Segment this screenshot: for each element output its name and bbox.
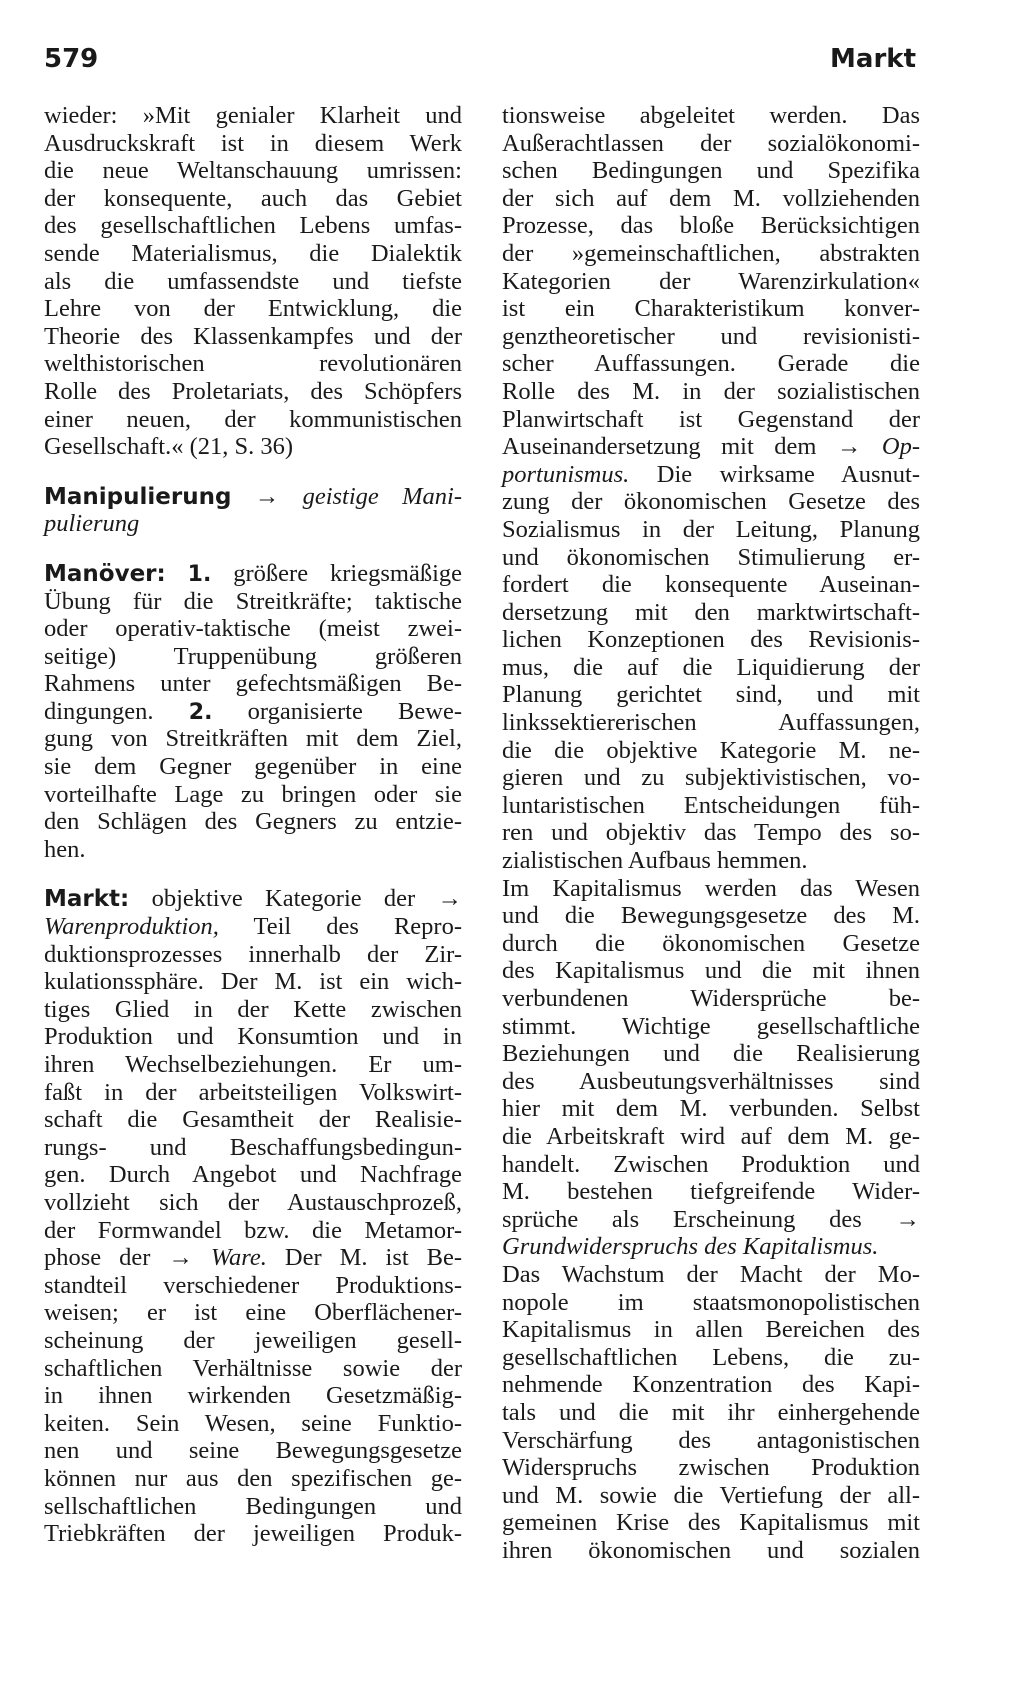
text-line: Übung für die Streitkräfte; taktische [44,587,462,615]
text-line: sende Materialismus, die Dialektik [44,239,462,267]
text-line: Die wirksame Ausnut- [656,460,921,488]
text-line: der konsequente, auch das Gebiet [44,184,462,212]
cross-reference[interactable]: Warenproduktion, [44,913,219,941]
text-line: Lehre von der Entwicklung, die [44,295,462,323]
text-line: welthistorischen revolutionären [44,350,462,378]
text-line: fordert die konsequente Auseinan- [502,571,920,599]
entry-manipulierung [44,483,462,538]
text-line: dersetzung mit den marktwirtschaft- [502,598,920,626]
text-line: einer neuen, der kommunistischen [44,405,462,433]
text-line: zialistischen Aufbaus hemmen. [502,847,808,875]
text-line: Außerachtlassen der sozialökonomi- [502,129,920,157]
text-line: dingungen. [44,697,154,725]
text-line: ren und objektiv das Tempo des so- [502,819,920,847]
text-line: Beziehungen und die Realisierung [502,1040,920,1068]
text-line: hen. [44,835,86,863]
text-line: gieren und zu subjektivistischen, vo- [502,764,920,792]
text-line: größere kriegsmäßige [233,559,463,587]
right-column [502,102,920,1564]
text-line: Rahmens unter gefechtsmäßigen Be- [44,670,462,698]
text-line: des gesellschaftlichen Lebens umfas- [44,212,462,240]
cross-reference[interactable]: Op- [881,433,920,461]
arrow-icon: → [254,482,280,510]
text-line: nopole im staatsmonopolistischen [502,1288,920,1316]
text-line: nehmende Konzentration des Kapi- [502,1371,920,1399]
cross-reference[interactable]: Grundwiderspruchs des Kapitalismus. [502,1233,879,1261]
text-line: Planung gerichtet sind, und mit [502,681,920,709]
text-line: Im Kapitalismus werden das Wesen [502,874,920,902]
text-line: weisen; er ist eine Oberflächener- [44,1299,462,1327]
text-line: in ihnen wirkenden Gesetzmäßig- [44,1382,462,1410]
text-line: und M. sowie die Vertiefung der all- [502,1481,920,1509]
headword: Markt: [44,886,130,913]
text-line: die die objektive Kategorie M. ne- [502,736,920,764]
cross-reference[interactable]: geistige Mani- [302,482,462,510]
text-line: Gesellschaft.« (21, S. 36) [44,433,294,461]
text-line: Auseinandersetzung mit dem → [502,433,862,461]
text-line: Kapitalismus in allen Bereichen des [502,1316,920,1344]
sense-number: 2. [188,699,213,725]
cross-reference[interactable]: pulierung [44,510,140,538]
page-header [44,44,916,76]
text-line: lichen Konzeptionen des Revisionis- [502,626,920,654]
text-line: Sozialismus in der Leitung, Planung [502,515,920,543]
text-line: der Formwandel bzw. die Metamor- [44,1216,462,1244]
text-line: faßt in der arbeitsteiligen Volkswirt- [44,1078,462,1106]
text-line: schen Bedingungen und Spezifika [502,157,920,185]
text-line: Prozesse, das bloße Berücksichtigen [502,212,920,240]
text-line: ihren Wechselbeziehungen. Er um- [44,1051,462,1078]
running-head: Markt [830,44,916,74]
text-line: rungs- und Beschaffungsbedingun- [44,1133,462,1161]
text-line: scher Auffassungen. Gerade die [502,350,920,378]
text-line: Rolle des M. in der sozialistischen [502,377,920,405]
text-line: die neue Weltanschauung umrissen: [44,157,462,185]
text-line: oder operativ-taktische (meist zwei- [44,615,462,643]
text-line: verbundenen Widersprüche be- [502,985,920,1012]
entry-manoever [44,560,462,864]
text-line: M. bestehen tiefgreifende Wider- [502,1178,920,1206]
text-line: sie dem Gegner gegenüber in eine [44,753,462,781]
text-line: luntaristischen Entscheidungen füh- [502,791,920,819]
text-line: ihren ökonomischen und sozialen [502,1536,920,1564]
text-line: des Kapitalismus und die mit ihnen [502,957,920,985]
text-line: Verschärfung des antagonistischen [502,1426,920,1454]
text-line: Rolle des Proletariats, des Schöpfers [44,377,462,405]
text-line: organisierte Bewe- [247,697,462,725]
headword: Manöver: [44,560,166,587]
text-line: mus, die auf die Liquidierung der [502,653,920,681]
text-line: Triebkräften der jeweiligen Produk- [44,1520,462,1548]
text-line: objektive Kategorie der → [151,885,463,913]
text-line: ist ein Charakteristikum konver- [502,295,920,323]
text-line: nen und seine Bewegungsgesetze [44,1437,462,1465]
text-line: Das Wachstum der Macht der Mo- [502,1260,920,1288]
text-line: den Schlägen des Gegners zu entzie- [44,808,462,836]
text-line: hier mit dem M. verbunden. Selbst [502,1095,920,1123]
text-line: seitige) Truppenübung größeren [44,642,462,670]
text-line: tiges Glied in der Kette zwischen [44,995,462,1023]
text-line: der sich auf dem M. vollziehenden [502,184,920,212]
text-line: vollzieht sich der Austauschprozeß, [44,1188,462,1216]
text-line: Theorie des Klassenkampfes und der [44,322,462,350]
text-line: scheinung der jeweiligen gesell- [44,1326,462,1354]
text-line: Widerspruchs zwischen Produktion [502,1454,920,1482]
text-line: Der M. ist Be- [284,1244,463,1272]
headword: Manipulierung [44,483,232,510]
cross-reference[interactable]: portunismus. [502,460,630,488]
page-number: 579 [44,44,99,74]
text-line: keiten. Sein Wesen, seine Funktio- [44,1409,462,1437]
text-line: kulationssphäre. Der M. ist ein wich- [44,968,462,996]
entry-markt [44,885,462,1547]
text-line: vorteilhafte Lage zu bringen oder sie [44,780,462,808]
text-line: wieder: »Mit genialer Klarheit und [44,102,462,129]
text-line: stimmt. Wichtige gesellschaftliche [502,1012,920,1040]
text-line: können nur aus den spezifischen ge- [44,1464,462,1492]
text-line: gen. Durch Angebot und Nachfrage [44,1161,462,1189]
sense-number: 1. [187,561,212,587]
text-line: die Arbeitskraft wird auf dem M. ge- [502,1122,920,1150]
text-line: Planwirtschaft ist Gegenstand der [502,405,920,433]
text-line: der »gemeinschaftlichen, abstrakten [502,239,920,267]
text-line: sellschaftlichen Bedingungen und [44,1492,462,1520]
text-line: als die umfassendste und tiefste [44,267,462,295]
text-line: des Ausbeutungsverhältnisses sind [502,1067,920,1095]
text-line: schaft die Gesamtheit der Realisie- [44,1106,462,1134]
text-line: linkssektiererischen Auffassungen, [502,709,920,737]
text-line: phose der → [44,1244,193,1272]
text-line: und die Bewegungsgesetze des M. [502,902,920,930]
text-line: und ökonomischen Stimulierung er- [502,543,920,571]
text-line: Produktion und Konsumtion und in [44,1023,462,1051]
text-line: handelt. Zwischen Produktion und [502,1150,920,1178]
text-line: Ausdruckskraft ist in diesem Werk [44,129,462,157]
text-line: durch die ökonomischen Gesetze [502,929,920,957]
left-column [44,102,462,1548]
text-line: Teil des Repro- [253,913,462,941]
text-line: zung der ökonomischen Gesetze des [502,488,920,516]
text-line: tionsweise abgeleitet werden. Das [502,102,920,129]
text-line: gung von Streitkräften mit dem Ziel, [44,725,462,753]
text-line: duktionsprozesses innerhalb der Zir- [44,940,462,968]
text-line: sprüche als Erscheinung des → [502,1205,920,1233]
text-line: schaftlichen Verhältnisse sowie der [44,1354,462,1382]
text-line: Kategorien der Warenzirkulation« [502,267,920,295]
text-line: gemeinen Krise des Kapitalismus mit [502,1509,920,1537]
quote-paragraph [44,102,462,461]
text-line: gesellschaftlichen Lebens, die zu- [502,1343,920,1371]
text-line: standteil verschiedener Produktions- [44,1271,462,1299]
text-line: tals und die mit ihr einhergehende [502,1398,920,1426]
text-line: genztheoretischer und revisionisti- [502,322,920,350]
cross-reference[interactable]: Ware. [210,1244,267,1272]
